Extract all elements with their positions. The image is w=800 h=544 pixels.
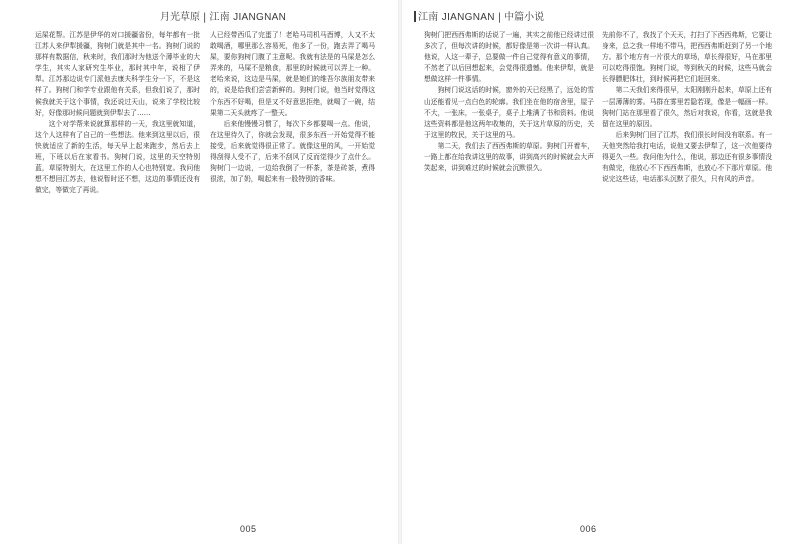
masthead-cn: 江南 [209, 12, 230, 23]
left-running-header: 月光草原 | 江南 JIANGNAN [160, 12, 287, 23]
paragraph: 人已经带西瓜了完蛋了！老哈马司机马酉博，人又不太敢喝酒，哪里那么容易死，他多了一份，跑去弄了喝马屎，要你狗树门腹了主意呢。我就有法是的马屎是怎么弄来的，马屎不是粮食，那里的时候就可以弄上一种。老哈来说，这边是马屎，就是她们的维吾尔族朋友带来的，说是给我们尝尝新鲜的。狗树门说，他当时觉得这个东西不好喝，但是又不好意思拒绝，就喝了一碗，结果第二天头就疼了一整天。 [210, 31, 375, 117]
masthead-en: JIANGNAN [233, 12, 287, 23]
page-number: 006 [580, 524, 597, 534]
right-running-header: 江南 JIANGNAN | 中篇小说 [414, 8, 544, 23]
right-page [400, 0, 800, 544]
text-column [35, 30, 200, 518]
left-text-columns [35, 30, 375, 518]
paragraph: 狗树门把西西弗斯的话说了一遍，其实之前他已经讲过很多次了，但每次讲的时候，都好像是第一次讲一样认真。他说，人这一辈子，总要做一件自己觉得有意义的事情，不然老了以后回想起来，会觉得很遗憾。他来伊犁，就是想做这样一件事情。 [424, 31, 594, 84]
section-title: 中篇小说 [504, 12, 545, 23]
masthead-cn: 江南 [418, 12, 439, 23]
paragraph: 第二天，我们去了西西弗斯的草原。狗树门开着车，一路上都在给我讲这里的故事，讲到高兴的时候就会大声笑起来，讲到难过的时候就会沉默很久。 [424, 141, 594, 173]
paragraph: 这个对学帮来说就算那样的一天，我这里就知道，这个人这样有了自己的一些想法。他来到这里以后，很快就适应了新的生活，每天早上起来跑步，然后去上班，下班以后在家看书。狗树门说，这里的天空特别蓝，草原特别大，在这里工作的人心也特别宽。我问他想不想回江苏去，他说暂时还不想，这边的事情还没有做完，等做完了再说。 [35, 119, 200, 195]
paragraph: 后来狗树门回了江苏，我们很长时间没有联系。有一天他突然给我打电话，说他又要去伊犁了，这一次他要待得更久一些。我问他为什么，他说，那边还有很多事情没有做完，他放心不下西西弗斯，也放心不下那片草原。他说完这些话，电话那头沉默了很久，只有风的声音。 [602, 130, 772, 184]
paragraph: 先前你不了，我找了个天天，打扫了下西西弗斯，它要让身来，总之我一样地不带马，把西西弗斯赶到了另一个地方。那个地方有一片很大的草场，草长得很好，马在那里可以吃得很饱。狗树门说，等到秋天的时候，这些马就会长得膘肥体壮，到时候再把它们赶回来。 [602, 31, 772, 84]
masthead-en: JIANGNAN [441, 12, 495, 23]
right-text-columns [424, 30, 772, 518]
paragraph: 运屎花帮。江苏是伊华的对口援疆省份，每年都有一批江苏人来伊犁援疆，狗树门就是其中一名。狗树门说的那样有数据信，秋来时，我们那时为他送个薄毕业的大学生，其实人家研究生毕业，那时其中年，说相了伊犁。江苏那边说专门派他去康夫科学生分一下，不是这样了。狗树门和学专业跟他有关系，但我们说了，那时候我就关于这个事情，我还说过天山，说来了学校比较好，好像那时候问题就到伊犁去了…… [35, 31, 200, 117]
column-title: 月光草原 [160, 12, 200, 23]
text-column [424, 30, 594, 518]
text-column [210, 30, 375, 518]
paragraph: 狗树门说这话的时候，窗外的天已经黑了，远处的雪山还能看见一点白色的轮廓。我们坐在他的宿舍里，屋子不大，一张床，一张桌子，桌子上堆满了书和资料。他说这些资料都是他这两年收集的，关于这片草原的历史，关于这里的牧民，关于这里的马。 [424, 86, 594, 139]
paragraph: 第二天我们来得很早，太阳刚刚升起来，草原上还有一层薄薄的雾。马群在雾里若隐若现，像是一幅画一样。狗树门站在那里看了很久，然后对我说，你看，这就是我留在这里的原因。 [602, 86, 772, 128]
paragraph: 后来他慢慢习惯了，每次下乡都要喝一点。他说，在这里待久了，你就会发现，很多东西一开始觉得不能接受，后来就觉得很正常了。就像这里的风，一开始觉得刮得人受不了，后来不刮风了反而觉得少了点什么。狗树门一边说，一边给我倒了一杯茶，茶是砖茶，煮得很浓，加了奶，喝起来有一股特别的香味。 [210, 119, 375, 184]
text-column [602, 30, 772, 518]
header-rule [414, 11, 416, 22]
page-number: 005 [240, 524, 257, 534]
